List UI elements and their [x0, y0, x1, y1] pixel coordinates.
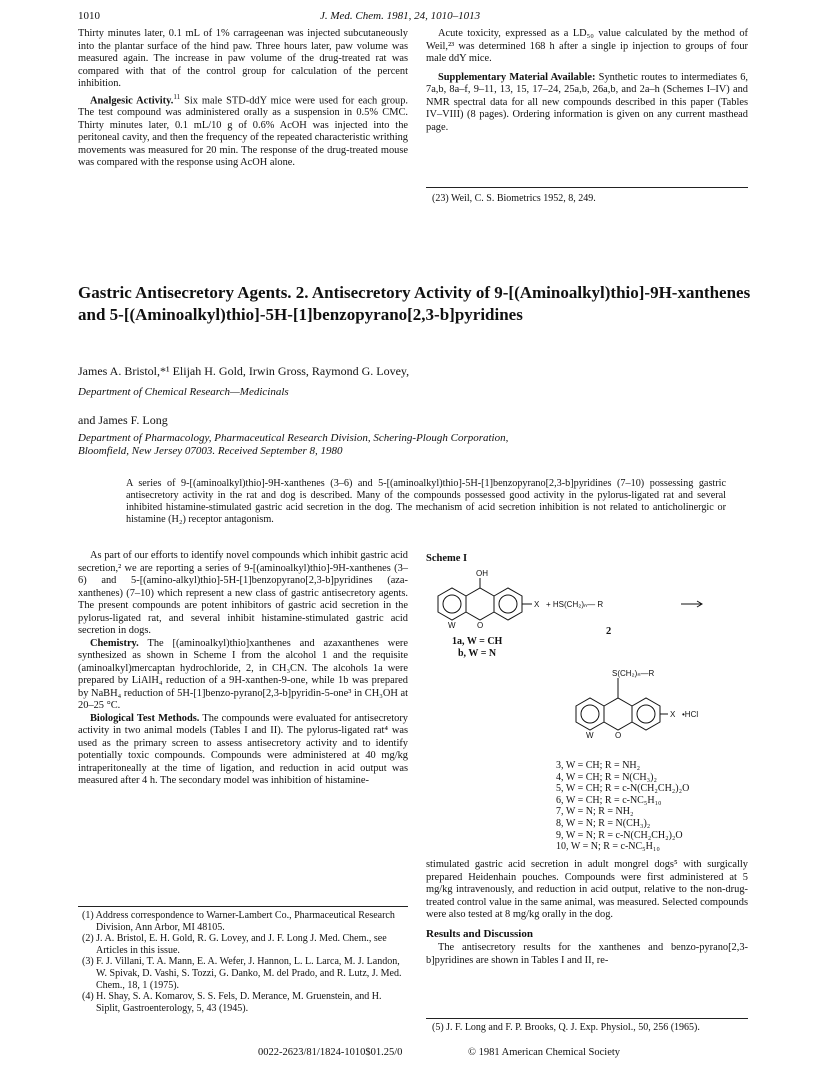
compound-6: 6, W = CH; R = c-NC₅H₁₀: [556, 794, 662, 806]
compound-1b: b, W = N: [458, 648, 497, 659]
compound-9: 9, W = N; R = c-N(CH₂CH₂)₂O: [556, 829, 683, 841]
supplementary-heading: Supplementary Material Available:: [438, 71, 596, 83]
product-chain-label: S(CH₂)ₙ—R: [612, 669, 655, 678]
top-right-column: [426, 28, 748, 134]
left-footnotes: [78, 910, 408, 1014]
hcl-label: •HCl: [682, 710, 699, 719]
product-w-label: W: [586, 731, 594, 740]
paragraph-chemistry: [78, 638, 408, 713]
compound-7: 7, W = N; R = NH₂: [556, 806, 634, 818]
footnote-23: (23) Weil, C. S. Biometrics 1952, 8, 249.: [432, 193, 596, 204]
chemistry-text: The [(aminoalkyl)thio]xanthenes and azaxanthenes were synthesized as shown in Scheme I from the alcohol 1 and the requisite (aminoalkyl)mercaptan hydrochloride, 2, in CH₃CN. The alcohols 1a were prepared by LiAlH₄ reduction of a 9H-xanthen-9-one, while 1b was prepared by NaBH₄ reduction of 5H-[1]benzo-pyrano[2,3-b]pyridin-5-one³ in CH₃OH at 20–25 °C.: [78, 637, 408, 711]
article-title: Gastric Antisecretory Agents. 2. Antisecretory Activity of 9-[(Aminoalkyl)thio]-9H-xanthenes and 5-[(Aminoalkyl)thio]-5H-[1]benzopyrano[2,3-b]pyridines: [78, 283, 751, 324]
bio-methods-heading: Biological Test Methods.: [90, 712, 200, 724]
left-ring: [438, 588, 466, 620]
paragraph-analgesic: [78, 91, 408, 170]
reagent-label: + HS(CH₂)ₙ— R: [546, 600, 604, 609]
right-ring-aromatic: [499, 595, 517, 613]
chemistry-heading: Chemistry.: [90, 637, 139, 649]
department-pharmacology: Department of Pharmacology, Pharmaceutical Research Division, Schering-Plough Corporation,: [78, 432, 509, 444]
page-number: 1010: [78, 10, 100, 22]
paragraph-dog-model: stimulated gastric acid secretion in adult mongrel dogs⁵ with surgically prepared Heidenhain pouches. Compounds were first administered at 5 mg/kg intravenously, and reduction in acid output, relative to the non-drug-treated control value in the same animal, was measured. Selected compounds were also tested at 8 mg/kg orally in the dog.: [426, 859, 748, 920]
body-right-column: [426, 859, 748, 967]
footnote-2: (2) J. A. Bristol, E. H. Gold, R. G. Lovey, and J. F. Long J. Med. Chem., see Articles in this issue.: [82, 933, 387, 956]
supplementary-text: Synthetic routes to intermediates 6, 7a,b, 8a–f, 9–11, 13, 15, 17–24, 25a,b, 26a,b, and 2a–h (Schemes I–IV) and NMR spectral data for all new compounds described in this paper (Tables IV–VIII) (8 pages). Ordering information is given on any current masthead page.: [426, 71, 748, 133]
x-label: X: [534, 600, 540, 609]
abstract: A series of 9-[(aminoalkyl)thio]-9H-xanthenes (3–6) and 5-[(aminoalkyl)thio]-5H-[1]benzopyrano[2,3-b]pyridines (7–10) possessing gastric antisecretory activity in the rat and dog is described. Many of the compounds possessed good activity in the pylorus-ligated rat and several inhibited histamine-stimulated gastric acid secretion in the dog. The mechanism of acid secretion inhibition is not related to anticholinergic or histamine (H₂) receptor antagonism.: [126, 478, 726, 525]
product-right-ring-aromatic: [637, 705, 655, 723]
body-left-column: [78, 550, 408, 788]
paragraph-results: The antisecretory results for the xanthenes and benzo-pyrano[2,3-b]pyridines are shown in Tables I and II, re-: [426, 942, 748, 966]
oh-label: OH: [476, 569, 488, 578]
received-date: Bloomfield, New Jersey 07003. Received September 8, 1980: [78, 445, 343, 457]
o-label: O: [477, 621, 484, 630]
product-right-ring: [632, 698, 660, 730]
department-chemical: Department of Chemical Research—Medicinals: [78, 386, 289, 398]
compound-3: 3, W = CH; R = NH₂: [556, 760, 641, 771]
compound-4: 4, W = CH; R = N(CH₃)₂: [556, 771, 657, 783]
paragraph-bio-methods: [78, 713, 408, 788]
footnote-5: (5) J. F. Long and F. P. Brooks, Q. J. Exp. Physiol., 50, 256 (1965).: [432, 1022, 700, 1033]
footer-code: 0022-2623/81/1824-1010$01.25/0: [258, 1047, 403, 1058]
product-left-ring-aromatic: [581, 705, 599, 723]
footnote-4: (4) H. Shay, S. A. Komarov, S. S. Fels, D. Merance, M. Gruenstein, and H. Siplit, Gastroenterology, 5, 43 (1945).: [82, 991, 382, 1014]
footnote-1: (1) Address correspondence to Warner-Lambert Co., Pharmaceutical Research Division, Ann Arbor, MI 48105.: [82, 910, 395, 933]
footnote-3: (3) F. J. Villani, T. A. Mann, E. A. Wefer, J. Hannon, L. L. Larca, M. J. Landon, W. Spivak, D. Vashi, S. Tozzi, G. Danko, M. del Prado, and R. Lutz, J. Med. Chem., 18, 1 (1975).: [82, 956, 402, 991]
product-o-label: O: [615, 731, 622, 740]
bio-methods-text: The compounds were evaluated for antisecretory activity in two animal models (Tables I and II). The pylorus-ligated rat⁴ was used as the primary screen to assess antisecretory activity and to identify potentially toxic compounds. Compounds were administered at 40 mg/kg intraperitoneally at the time of ligation, and reduction in acid output was measured after 4 h. The secondary model was inhibition of histamine-: [78, 712, 408, 786]
reagent-number: 2: [606, 626, 612, 637]
compound-10: 10, W = N; R = c-NC₅H₁₀: [556, 841, 660, 853]
journal-citation: J. Med. Chem. 1981, 24, 1010–1013: [320, 10, 481, 22]
left-footnote-rule: [78, 906, 408, 907]
results-heading: Results and Discussion: [426, 927, 533, 940]
compound-5: 5, W = CH; R = c-N(CH₂CH₂)₂O: [556, 783, 690, 795]
product-left-ring: [576, 698, 604, 730]
authors-line: James A. Bristol,*¹ Elijah H. Gold, Irwin Gross, Raymond G. Lovey,: [78, 364, 410, 378]
analgesic-text: Six male STD-ddY mice were used for each group. The test compound was administered orally as a suspension in 0.5% CMC. Thirty minutes later, 0.1 mL/10 g of 0.6% AcOH was injected into the peritoneal cavity, and then the frequency of the repeated characteristic writhing movements was measured for 20 min. The response of the drug-treated mouse was compared with the response using AcOH alone.: [78, 94, 408, 169]
compound-8: 8, W = N; R = N(CH₃)₂: [556, 817, 651, 829]
analgesic-ref: 11: [173, 92, 181, 101]
right-ring: [494, 588, 522, 620]
paragraph-acute-toxicity: Acute toxicity, expressed as a LD₅₀ value calculated by the method of Weil,²³ was determined 168 h after a single ip injection to groups of four male ddY mice.: [426, 28, 748, 64]
compound-list: [556, 760, 689, 853]
paragraph-carrageenan: Thirty minutes later, 0.1 mL of 1% carrageenan was injected subcutaneously into the plantar surface of the hind paw. Three hours later, paw volume was measured again. The increase in paw volume of the drug-treated rat was compared with that of the control group for calculation of the percent inhibition.: [78, 28, 408, 89]
paragraph-intro: As part of our efforts to identify novel compounds which inhibit gastric acid secretion,² we are reporting a series of 9-[(aminoalkyl)thio]-9H-xanthenes (3–6) and 5-[(amino-alkyl)thio]-5H-[1]benzopyrano[2,3-b]pyridines (aza-xanthenes) (7–10) which represent a new class of gastric antisecretory agents. The present compounds are potent inhibitors of gastric acid secretion in the pylorus-ligated rat, and several inhibit histamine-stimulated gastric acid secretion in dogs.: [78, 550, 408, 636]
analgesic-heading: Analgesic Activity.: [90, 94, 174, 106]
authors-line-2: and James F. Long: [78, 413, 168, 427]
footer-copyright: © 1981 American Chemical Society: [468, 1047, 621, 1058]
compound-1a: 1a, W = CH: [452, 636, 503, 647]
product-x-label: X: [670, 710, 676, 719]
paragraph-supplementary: [426, 72, 748, 135]
w-label: W: [448, 621, 456, 630]
footnote-rule: [426, 187, 748, 188]
product-central-ring: [604, 698, 632, 730]
left-ring-aromatic: [443, 595, 461, 613]
right-footnote-rule: [426, 1018, 748, 1019]
top-left-column: [78, 28, 408, 170]
scheme-title: Scheme I: [426, 553, 468, 564]
central-ring: [466, 588, 494, 620]
